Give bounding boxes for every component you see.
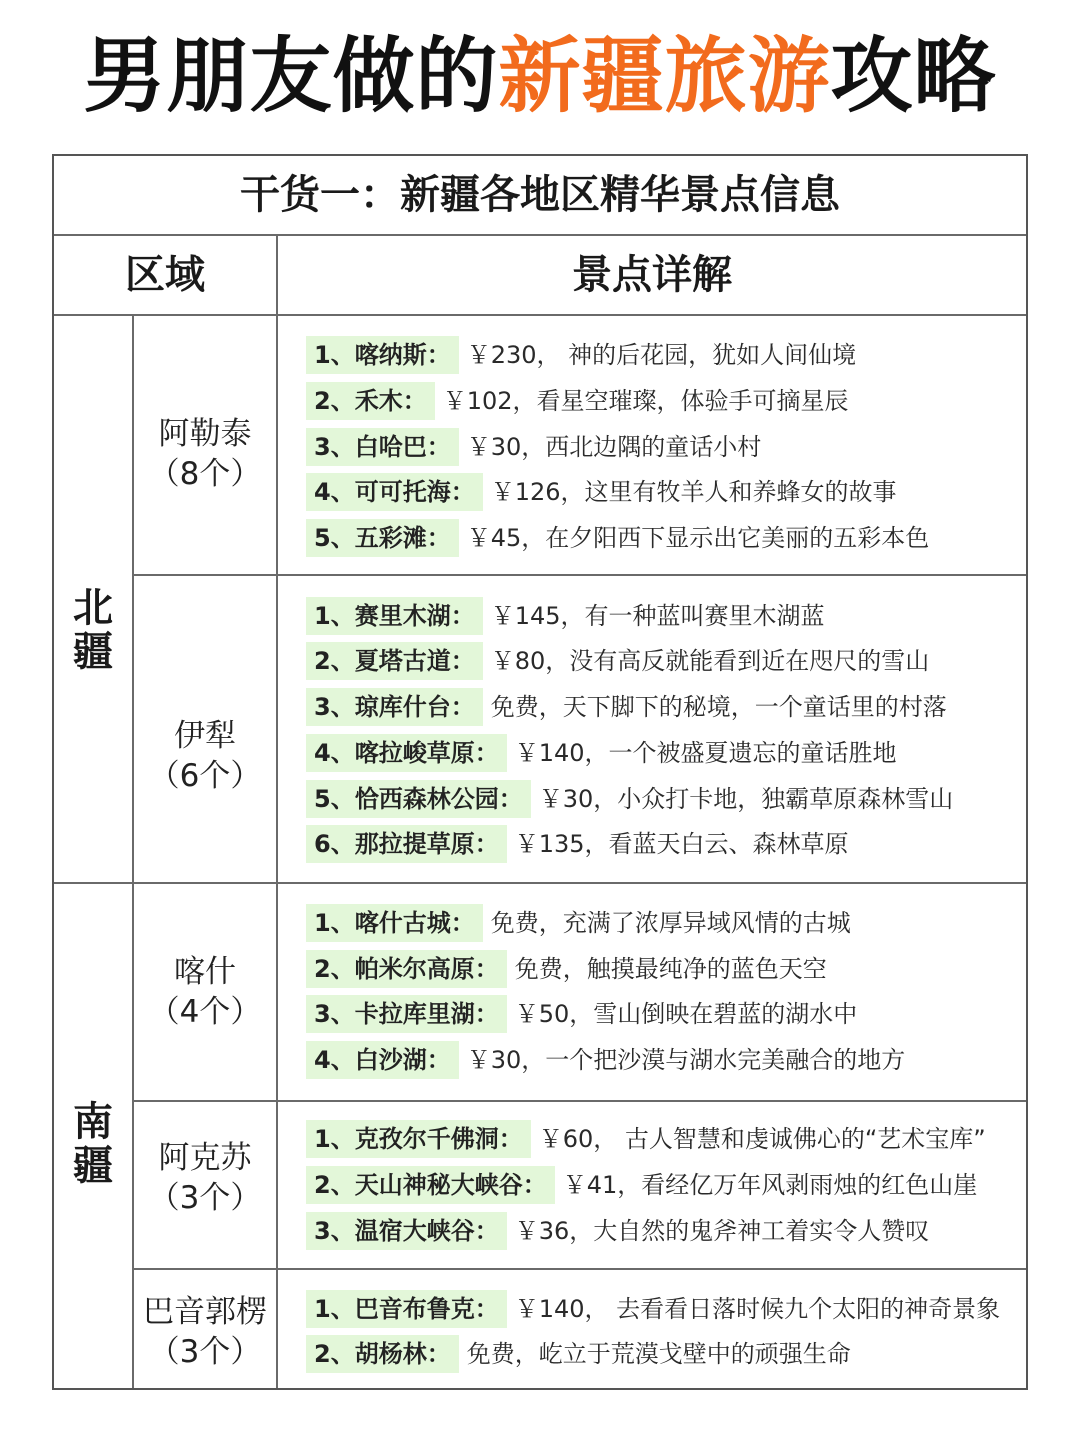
region-count: （3个） (148, 1334, 262, 1370)
list-item (306, 995, 857, 1033)
spot-desc: ￥60， 古人智慧和虔诚佛心的“艺术宝库” (538, 1125, 986, 1153)
section-title: 干货一：新疆各地区精华景点信息 (240, 172, 840, 218)
spot-label: 6、那拉提草原： (306, 825, 507, 863)
column-divider (276, 236, 278, 1388)
list-item (306, 1166, 977, 1204)
list-item (306, 1041, 905, 1079)
region-name: 阿克苏 (158, 1140, 252, 1176)
region-count: （3个） (148, 1180, 262, 1216)
title-part-1: 男朋友做的 (83, 29, 499, 124)
list-item (306, 642, 929, 680)
list-item (306, 519, 929, 557)
list-item (306, 904, 851, 942)
title-part-highlight: 新疆旅游 (498, 29, 831, 124)
spot-desc: ￥50，雪山倒映在碧蓝的湖水中 (514, 1000, 858, 1028)
list-item (306, 1335, 851, 1373)
spot-desc: ￥80，没有高反就能看到近在咫尺的雪山 (490, 647, 930, 675)
spot-label: 5、五彩滩： (306, 519, 459, 557)
attractions-table (52, 154, 1028, 1390)
spot-label: 1、喀纳斯： (306, 336, 459, 374)
list-item (306, 825, 849, 863)
title-part-3: 攻略 (830, 29, 997, 124)
area-char: 疆 (73, 629, 113, 675)
list-item (306, 336, 856, 374)
spot-label: 4、喀拉峻草原： (306, 734, 507, 772)
spot-desc: ￥45，在夕阳西下显示出它美丽的五彩本色 (466, 524, 930, 552)
spot-desc: 免费，天下脚下的秘境，一个童话里的村落 (490, 693, 947, 721)
spot-label: 1、喀什古城： (306, 904, 483, 942)
area-char: 南 (73, 1099, 113, 1145)
region-bayingolin (134, 1292, 276, 1372)
spot-desc: ￥41，看经亿万年风剥雨烛的红色山崖 (562, 1171, 978, 1199)
region-count: （8个） (148, 456, 262, 492)
spot-label: 2、帕米尔高原： (306, 950, 507, 988)
page-title (0, 22, 1080, 132)
spot-desc: 免费，触摸最纯净的蓝色天空 (514, 955, 827, 983)
region-count: （4个） (148, 994, 262, 1030)
region-name: 阿勒泰 (158, 416, 252, 452)
header-area: 区域 (125, 252, 205, 298)
row-divider (54, 314, 1026, 316)
region-ili (134, 716, 276, 796)
spot-desc: 免费，充满了浓厚异域风情的古城 (490, 909, 851, 937)
region-name: 巴音郭楞 (143, 1294, 267, 1330)
spot-desc: ￥30，一个把沙漠与湖水完美融合的地方 (466, 1046, 906, 1074)
list-item (306, 950, 827, 988)
spot-label: 3、温宿大峡谷： (306, 1212, 507, 1250)
area-char: 北 (73, 585, 113, 631)
spot-label: 1、赛里木湖： (306, 597, 483, 635)
spot-label: 1、克孜尔千佛洞： (306, 1120, 531, 1158)
region-name: 伊犁 (174, 718, 236, 754)
list-item (306, 473, 897, 511)
spot-desc: 免费，屹立于荒漠戈壁中的顽强生命 (466, 1340, 851, 1368)
spot-label: 5、恰西森林公园： (306, 780, 531, 818)
spot-desc: ￥102，看星空璀璨，体验手可摘星辰 (442, 387, 849, 415)
spot-label: 4、白沙湖： (306, 1041, 459, 1079)
region-altay (134, 414, 276, 494)
spot-label: 2、胡杨林： (306, 1335, 459, 1373)
spot-label: 3、卡拉库里湖： (306, 995, 507, 1033)
spot-label: 4、可可托海： (306, 473, 483, 511)
spot-desc: ￥140，一个被盛夏遗忘的童话胜地 (514, 739, 897, 767)
spot-desc: ￥126，这里有牧羊人和养蜂女的故事 (490, 478, 897, 506)
spot-desc: ￥230， 神的后花园，犹如人间仙境 (466, 341, 857, 369)
spot-desc: ￥145，有一种蓝叫赛里木湖蓝 (490, 602, 825, 630)
spot-label: 3、白哈巴： (306, 428, 459, 466)
spot-desc: ￥30，小众打卡地，独霸草原森林雪山 (538, 785, 954, 813)
list-item (306, 734, 897, 772)
spot-label: 3、琼库什台： (306, 688, 483, 726)
area-char: 疆 (73, 1143, 113, 1189)
region-kashgar (134, 952, 276, 1032)
region-aksu (134, 1138, 276, 1218)
area-north (54, 586, 132, 674)
list-item (306, 780, 953, 818)
spot-label: 2、禾木： (306, 382, 435, 420)
list-item (306, 597, 825, 635)
spot-label: 1、巴音布鲁克： (306, 1290, 507, 1328)
row-divider (134, 1268, 1026, 1270)
row-divider (54, 882, 1026, 884)
region-count: （6个） (148, 758, 262, 794)
spot-desc: ￥135，看蓝天白云、森林草原 (514, 830, 849, 858)
row-divider (134, 574, 1026, 576)
spot-desc: ￥36，大自然的鬼斧神工着实令人赞叹 (514, 1217, 930, 1245)
region-name: 喀什 (174, 954, 236, 990)
spot-label: 2、夏塔古道： (306, 642, 483, 680)
list-item (306, 1120, 986, 1158)
area-south (54, 1100, 132, 1188)
header-detail: 景点详解 (572, 252, 732, 298)
list-item (306, 688, 947, 726)
spot-desc: ￥140， 去看看日落时候九个太阳的神奇景象 (514, 1295, 1001, 1323)
row-divider (134, 1100, 1026, 1102)
list-item (306, 1290, 1000, 1328)
spot-desc: ￥30，西北边隅的童话小村 (466, 433, 762, 461)
list-item (306, 382, 849, 420)
list-item (306, 1212, 929, 1250)
list-item (306, 428, 761, 466)
spot-label: 2、天山神秘大峡谷： (306, 1166, 555, 1204)
